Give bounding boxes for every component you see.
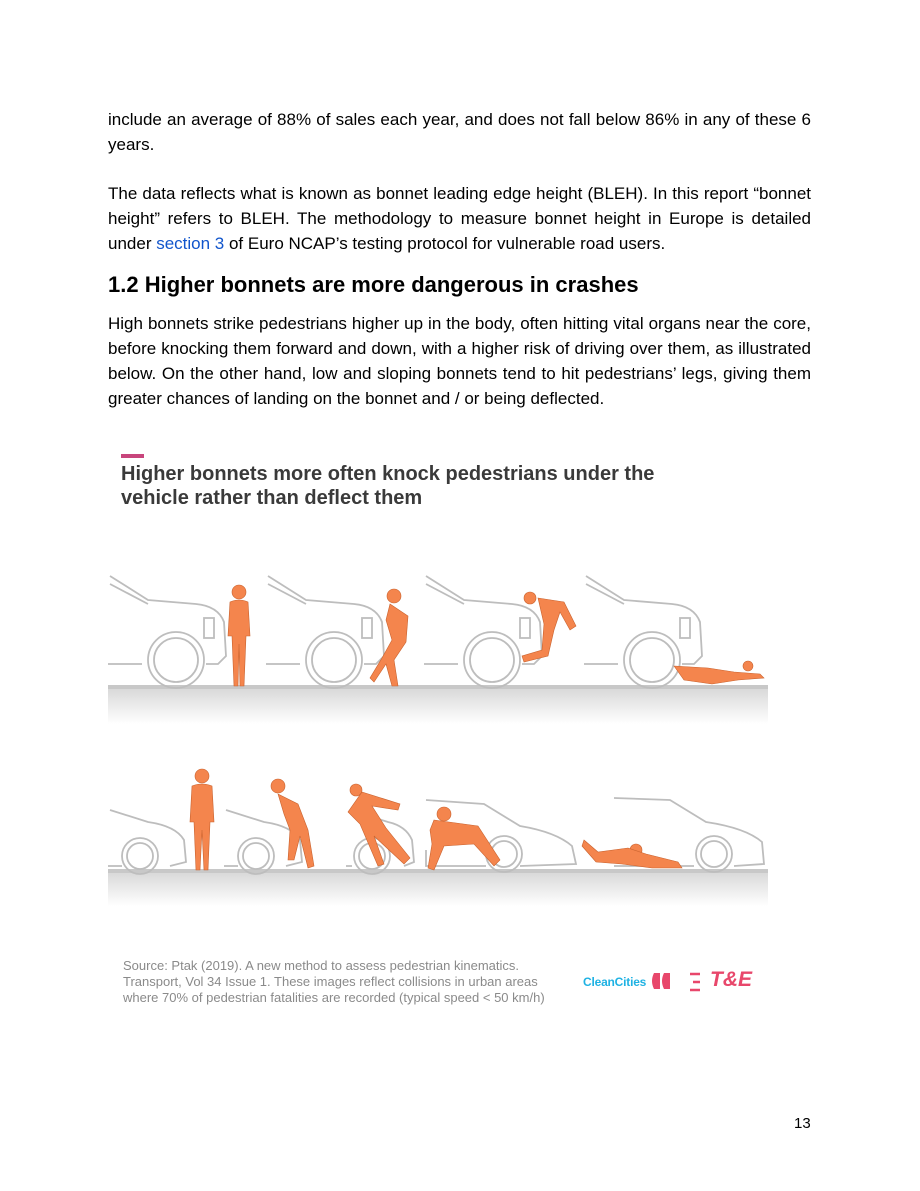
cleancities-logo-icon (650, 972, 672, 990)
te-logo-text: T&E (710, 968, 752, 991)
section-heading: 1.2 Higher bonnets are more dangerous in crashes (108, 272, 639, 297)
section-3-link[interactable]: section 3 (156, 234, 225, 253)
ground-shadow-high (108, 686, 768, 724)
cleancities-logo-text: CleanCities (583, 975, 647, 989)
paragraph-sales-average: include an average of 88% of sales each year, and does not fall below 86% in any of these 6 years. (108, 110, 811, 154)
pedestrian-impact-2 (271, 779, 314, 868)
paragraph-bleh-text-end: of Euro NCAP’s testing protocol for vulnerable road users. (224, 234, 666, 253)
paragraph-bleh (108, 181, 811, 256)
paragraph-high-bonnets: High bonnets strike pedestrians higher up in the body, often hitting vital organs near the core, before knocking them forward and down, with a higher risk of driving over them, as illustrated below. On the other hand, low and sloping bonnets tend to hit pedestrians’ legs, giving them greater chances of landing on the bonnet and / or being deflected. (108, 314, 811, 408)
low-bonnet-row (108, 769, 768, 906)
pedestrian-landed-2 (582, 840, 682, 868)
suv-frame-1 (108, 576, 226, 688)
pedestrian-standing-1 (228, 585, 250, 686)
suv-frame-2 (266, 576, 384, 688)
figure-title: Higher bonnets more often knock pedestrians under the vehicle rather than deflect them (121, 463, 655, 509)
pedestrian-impact-1 (370, 589, 408, 686)
page-number: 13 (794, 1115, 811, 1132)
ground-shadow-low (108, 870, 768, 906)
figure-accent-bar (121, 454, 144, 458)
figure-source-note: Source: Ptak (2019). A new method to assess pedestrian kinematics. Transport, Vol 34 Issue 1. These images reflect collisions in urban areas where 70% of pedestrian fatalities are recorded (typical speed < 50 km/h) (123, 958, 545, 1005)
pedestrian-standing-2 (190, 769, 214, 870)
pedestrian-bonnet-2 (348, 784, 410, 866)
high-bonnet-row (108, 576, 768, 724)
te-logo-icon (688, 972, 704, 992)
pedestrian-deflected-2 (428, 807, 500, 870)
suv-frame-3 (424, 576, 542, 688)
paragraph-bleh-text-start: The data reflects what is known as bonnet leading edge height (BLEH). In this report “bonnet height” refers to BLEH. The methodology to measure bonnet height in Europe is detailed under (108, 184, 811, 253)
pedestrian-collision-illustration (108, 560, 778, 910)
car-frame-1 (108, 810, 186, 874)
